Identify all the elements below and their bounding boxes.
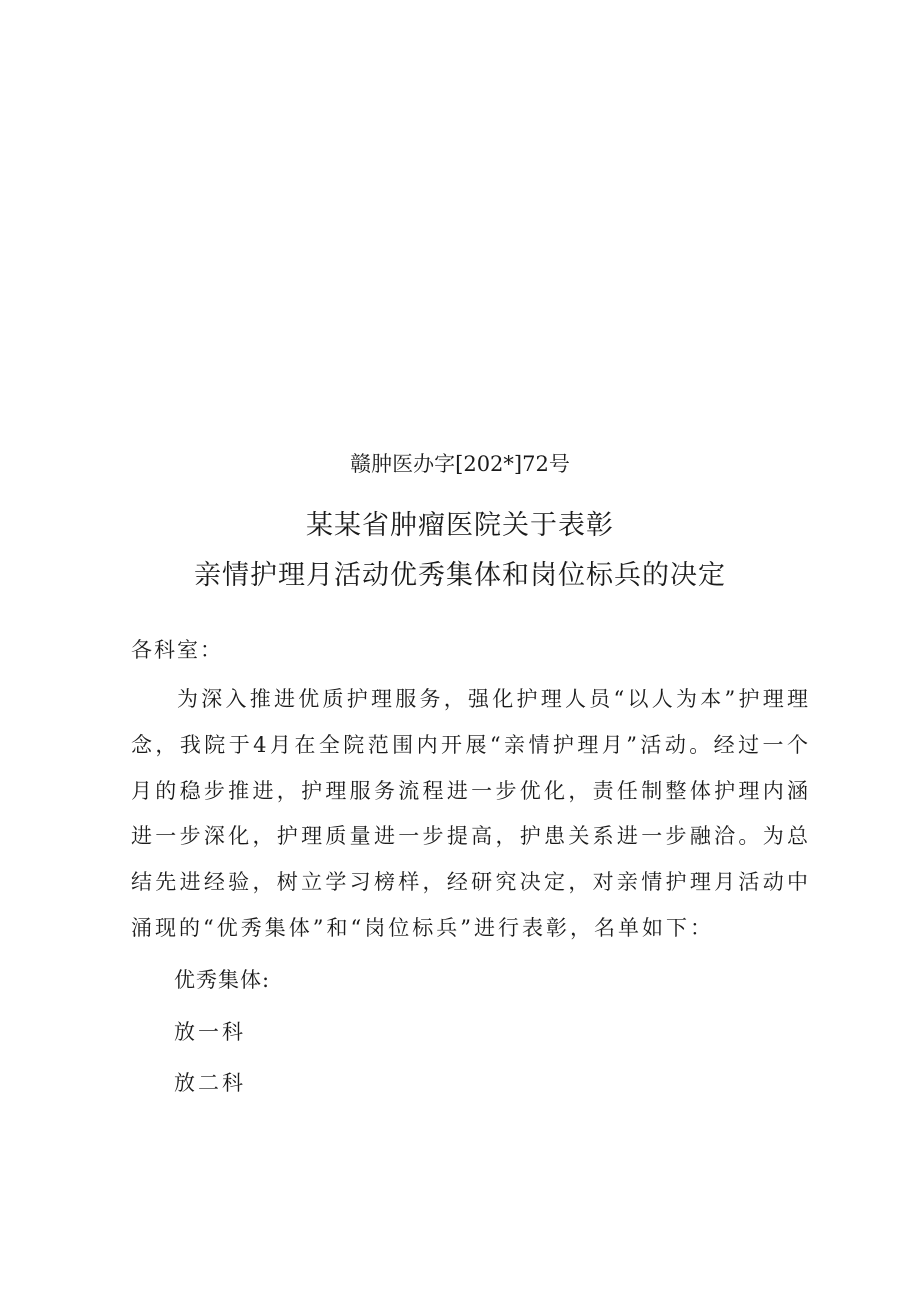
document-title-line-2: 亲情护理月活动优秀集体和岗位标兵的决定 xyxy=(194,560,726,591)
list-item: 放一科 xyxy=(174,1020,246,1044)
list-heading: 优秀集体: xyxy=(174,968,271,992)
body-paragraph: 为深入推进优质护理服务，强化护理人员“以人为本”护理理念，我院于4月在全院范围内开展“亲情护理月”活动。经过一个月的稳步推进，护理服务流程进一步优化，责任制整体护理内涵进一步深化，护理质量进一步提高，护患关系进一步融洽。为总结先进经验，树立学习榜样，经研究决定，对亲情护理月活动中涌现的“优秀集体”和“岗位标兵”进行表彰，名单如下： xyxy=(131,687,811,940)
salutation: 各科室： xyxy=(131,638,223,662)
list-item: 放二科 xyxy=(174,1071,246,1095)
document-title-line-1: 某某省肿瘤医院关于表彰 xyxy=(306,510,614,541)
document-number: 赣肿医办字[202*]72号 xyxy=(350,452,570,476)
